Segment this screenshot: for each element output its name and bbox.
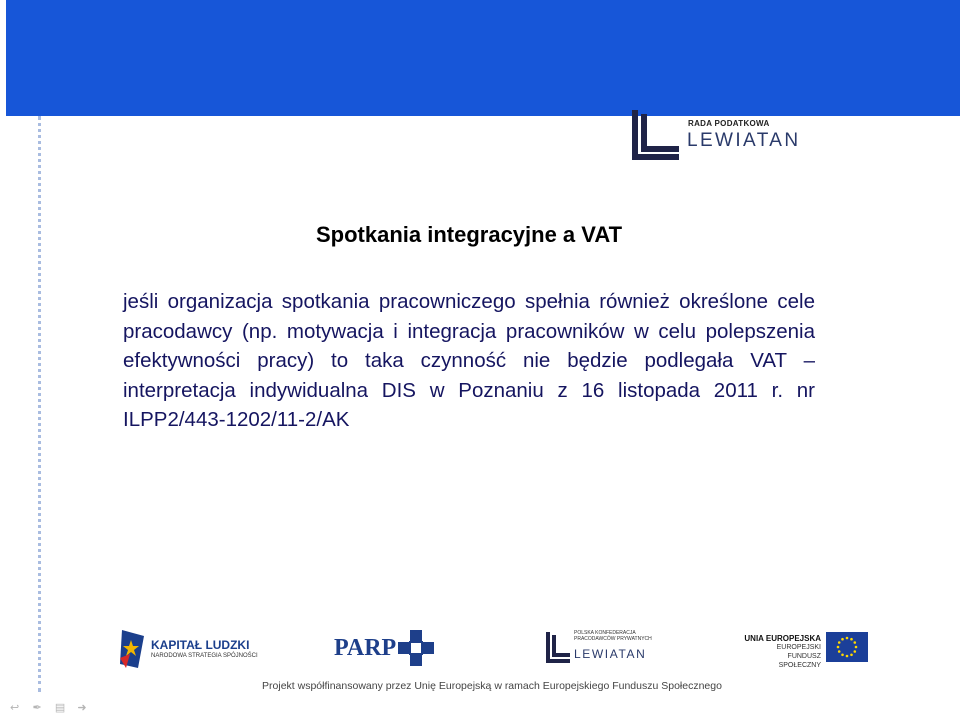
- kapital-ludzki-title: KAPITAŁ LUDZKI: [151, 638, 250, 652]
- kapital-ludzki-subtitle: NARODOWA STRATEGIA SPÓJNOŚCI: [151, 653, 258, 659]
- footer-logos: [0, 620, 960, 680]
- lewiatan-footer-subtitle: [574, 630, 652, 642]
- lewiatan-footer-logo: [546, 628, 656, 668]
- kapital-ludzki-star-icon: [118, 628, 148, 670]
- lewiatan-footer-mark-icon: [546, 632, 570, 664]
- lewiatan-footer-title: LEWIATAN: [574, 647, 647, 661]
- eu-line1: UNIA EUROPEJSKA: [744, 634, 821, 643]
- footer-caption: Projekt współfinansowany przez Unię Europejską w ramach Europejskiego Funduszu Społecznego: [262, 680, 722, 692]
- logo-subtitle: RADA PODATKOWA: [688, 119, 770, 128]
- eu-flag-icon: [826, 632, 868, 662]
- slide-navigation: [10, 698, 95, 712]
- parp-name: PARP: [334, 635, 397, 661]
- kapital-ludzki-logo: [118, 626, 258, 672]
- prev-icon[interactable]: ↩: [10, 702, 20, 714]
- eu-line3: FUNDUSZ SPOŁECZNY: [778, 653, 821, 669]
- logo-title: LEWIATAN: [687, 130, 801, 151]
- eu-logo: [744, 628, 870, 672]
- slide-body: jeśli organizacja spotkania pracowniczego spełnia również określone cele pracodawcy (np. motywacja i integracja pracowników w celu polepszenia efektywności pracy) to taka czynność nie będzie podlegała VAT – interpretacja indywidualna DIS w Poznaniu z 16 listopada 2011 r. nr ILPP2/443-1202/11-2/AK: [123, 290, 815, 431]
- eu-line2: EUROPEJSKI: [776, 644, 821, 651]
- lewiatan-footer-line2: PRACODAWCÓW PRYWATNYCH: [574, 636, 652, 642]
- slide-title: Spotkania integracyjne a VAT: [315, 222, 623, 247]
- parp-emblem-icon: [398, 630, 434, 666]
- dotted-margin-rule: [38, 116, 41, 692]
- menu-icon[interactable]: ▤: [54, 702, 66, 714]
- parp-logo: [334, 628, 444, 670]
- lewiatan-mark-icon: [632, 108, 680, 162]
- lewiatan-footer-line1: POLSKA KONFEDERACJA: [574, 630, 636, 636]
- next-icon[interactable]: ➜: [77, 702, 87, 714]
- lewiatan-logo: [632, 108, 812, 164]
- eu-text: [744, 634, 821, 670]
- pen-icon[interactable]: ✒: [32, 702, 42, 714]
- header-band: [6, 0, 960, 116]
